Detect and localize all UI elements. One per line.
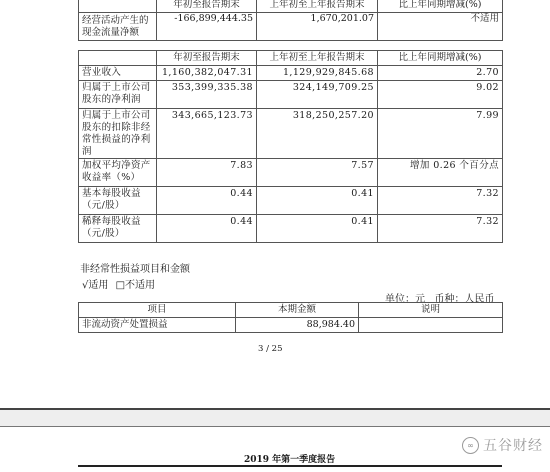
header-cell: 本期金额: [236, 303, 359, 318]
table-header-row: [79, 51, 503, 66]
header-cell: 上年初至上年报告期末: [257, 51, 378, 66]
header-cell: 项目: [79, 303, 236, 318]
table-row: [79, 81, 503, 109]
watermark-text: 五谷财经: [483, 438, 543, 454]
page-number: 3 / 25: [258, 344, 283, 354]
row-label: 营业收入: [79, 66, 157, 81]
table-row: [79, 159, 503, 187]
prior-value: 7.57: [257, 159, 378, 187]
amount-cell: 88,984.40: [236, 318, 359, 333]
prior-value: 0.41: [257, 215, 378, 243]
prior-value: 1,670,201.07: [257, 13, 378, 41]
item-cell: 非流动资产处置损益: [79, 318, 236, 333]
change-value: 7.32: [378, 215, 503, 243]
change-value: 2.70: [378, 66, 503, 81]
financial-data-table: [78, 50, 503, 243]
current-value: 0.44: [157, 187, 257, 215]
header-cell: 年初至报告期末: [157, 0, 257, 13]
nonrecurring-items-table: [78, 302, 503, 333]
empty-checkbox-icon: □: [115, 280, 126, 291]
change-value: 不适用: [378, 13, 503, 41]
applicability-options: [82, 276, 155, 291]
current-value: 1,160,382,047.31: [157, 66, 257, 81]
prior-value: 324,149,709.25: [257, 81, 378, 109]
header-cell: 年初至报告期末: [157, 51, 257, 66]
row-label: 稀释每股收益（元/股）: [79, 215, 157, 243]
row-label: 加权平均净资产收益率（%）: [79, 159, 157, 187]
check-mark-icon: √: [82, 280, 89, 291]
header-cell: 说明: [359, 303, 503, 318]
current-value: -166,899,444.35: [157, 13, 257, 41]
current-value: 343,665,123.73: [157, 109, 257, 159]
change-value: 增加 0.26 个百分点: [378, 159, 503, 187]
header-rule: [78, 465, 502, 467]
header-cell: 比上年同期增减(%): [378, 0, 503, 13]
next-page-header: 2019 年第一季度报告: [244, 455, 336, 465]
table-row: [79, 13, 503, 41]
table-row: [79, 318, 503, 333]
change-value: 7.32: [378, 187, 503, 215]
prior-value: 318,250,257.20: [257, 109, 378, 159]
cash-flow-table: [78, 0, 503, 41]
prior-value: 1,129,929,845.68: [257, 66, 378, 81]
section-title: 非经常性损益项目和金额: [80, 264, 190, 275]
applicable-label: 适用: [88, 280, 109, 291]
watermark: [462, 435, 543, 455]
table-header-row: [79, 0, 503, 13]
next-page-top-edge: [0, 426, 550, 427]
header-cell: 上年初至上年报告期末: [257, 0, 378, 13]
unit-currency-line: 单位：元 币种：人民币: [385, 294, 495, 305]
current-value: 7.83: [157, 159, 257, 187]
row-label: 基本每股收益（元/股）: [79, 187, 157, 215]
header-cell: [79, 0, 157, 13]
current-value: 0.44: [157, 215, 257, 243]
row-label: 归属于上市公司股东的净利润: [79, 81, 157, 109]
not-applicable-label: 不适用: [125, 280, 156, 291]
table-row: [79, 215, 503, 243]
change-value: 7.99: [378, 109, 503, 159]
table-row: [79, 109, 503, 159]
table-header-row: [79, 303, 503, 318]
page-gap: [0, 410, 550, 426]
wechat-icon: ∞: [462, 437, 479, 454]
change-value: 9.02: [378, 81, 503, 109]
note-cell: [359, 318, 503, 333]
table-row: [79, 187, 503, 215]
table-row: [79, 66, 503, 81]
row-label: 经营活动产生的现金流量净额: [79, 13, 157, 41]
header-cell: [79, 51, 157, 66]
header-cell: 比上年同期增减(%): [378, 51, 503, 66]
prior-value: 0.41: [257, 187, 378, 215]
row-label: 归属于上市公司股东的扣除非经常性损益的净利润: [79, 109, 157, 159]
current-value: 353,399,335.38: [157, 81, 257, 109]
